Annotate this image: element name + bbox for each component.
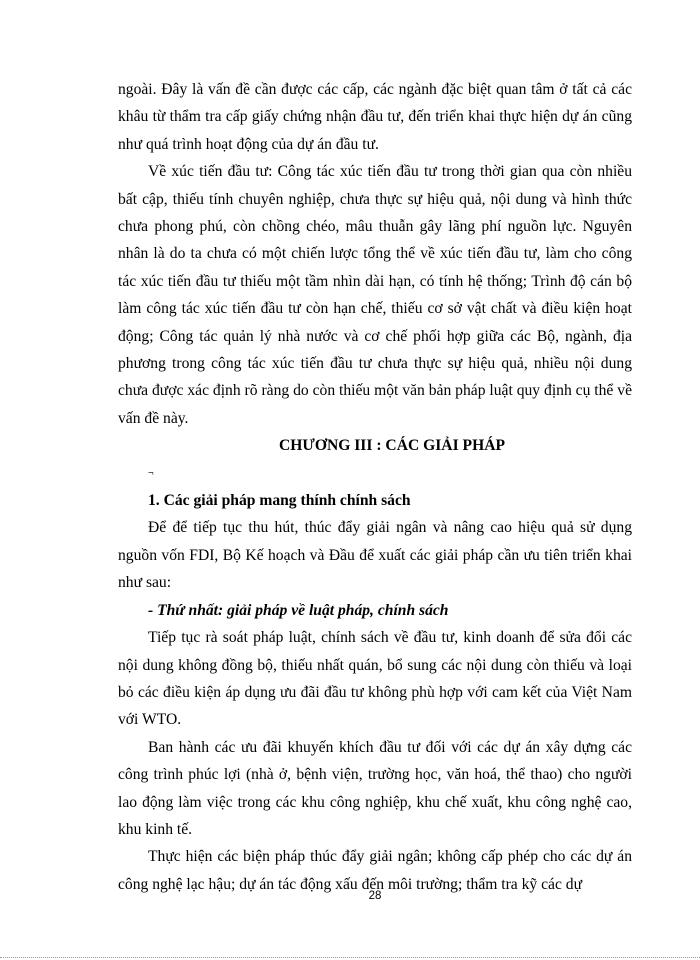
paragraph-section-intro: Để để tiếp tục thu hút, thúc đẩy giải ngân và nâng cao hiệu quả sử dụng nguồn vốn FDI, Bộ Kế hoạch và Đầu để xuất các giải pháp cần ưu tiên triển khai như sau: <box>118 519 632 592</box>
chapter-title: CHƯƠNG III : CÁC GIẢI PHÁP <box>279 437 505 455</box>
page-number: 28 <box>368 890 382 902</box>
body-text <box>118 76 632 898</box>
subsection-title: - Thứ nhất: giải pháp về luật pháp, chính sách <box>148 601 449 619</box>
paragraph-investment-promotion: Về xúc tiến đầu tư: Công tác xúc tiến đầu tư trong thời gian qua còn nhiều bất cập, thiếu tính chuyên nghiệp, chưa thực sự hiệu quả, nội dung và hình thức chưa phong phú, còn chồng chéo, mâu thuẫn gây lãng phí nguồn lực. Nguyên nhân là do ta chưa có một chiến lược tổng thể về xúc tiến đầu tư, làm cho công tác xúc tiến đầu tư thiếu một tầm nhìn dài hạn, có tính hệ thống; Trình độ cán bộ làm công tác xúc tiến đầu tư còn hạn chế, thiếu cơ sở vật chất và điều kiện hoạt động; Công tác quản lý nhà nước và cơ chế phối hợp giữa các Bộ, ngành, địa phương trong công tác xúc tiến đầu tư chưa thực sự hiệu quả, nhiều nội dung chưa được xác định rõ ràng do còn thiếu một văn bản pháp luật quy định cụ thể về vấn đề này. <box>118 163 632 427</box>
page-break-divider <box>0 957 700 958</box>
section-title: 1. Các giải pháp mang thính chính sách <box>148 492 411 510</box>
stray-mark: ¬ <box>148 467 154 479</box>
paragraph-intro: ngoài. Đây là vấn đề cần được các cấp, các ngành đặc biệt quan tâm ở tất cả các khâu từ thẩm tra cấp giấy chứng nhận đầu tư, đến triển khai thực hiện dự án cũng như quá trình hoạt động của dự án đầu tư. <box>118 81 632 153</box>
paragraph-incentives: Ban hành các ưu đãi khuyến khích đầu tư đối với các dự án xây dựng các công trình phúc lợi (nhà ở, bệnh viện, trường học, văn hoá, thể thao) cho người lao động làm việc trong các khu công nghiệp, khu chế xuất, khu công nghệ cao, khu kinh tế. <box>118 738 632 838</box>
paragraph-law-review: Tiếp tục rà soát pháp luật, chính sách về đầu tư, kinh doanh để sửa đổi các nội dung không đồng bộ, thiếu nhất quán, bổ sung các nội dung còn thiếu và loại bỏ các điều kiện áp dụng ưu đãi đầu tư không phù hợp với cam kết của Việt Nam với WTO. <box>118 629 632 729</box>
paragraph-disbursement: Thực hiện các biện pháp thúc đẩy giải ngân; không cấp phép cho các dự án công nghệ lạc hậu; dự án tác động xấu đến môi trường; thẩm tra kỹ các dự <box>118 848 632 893</box>
